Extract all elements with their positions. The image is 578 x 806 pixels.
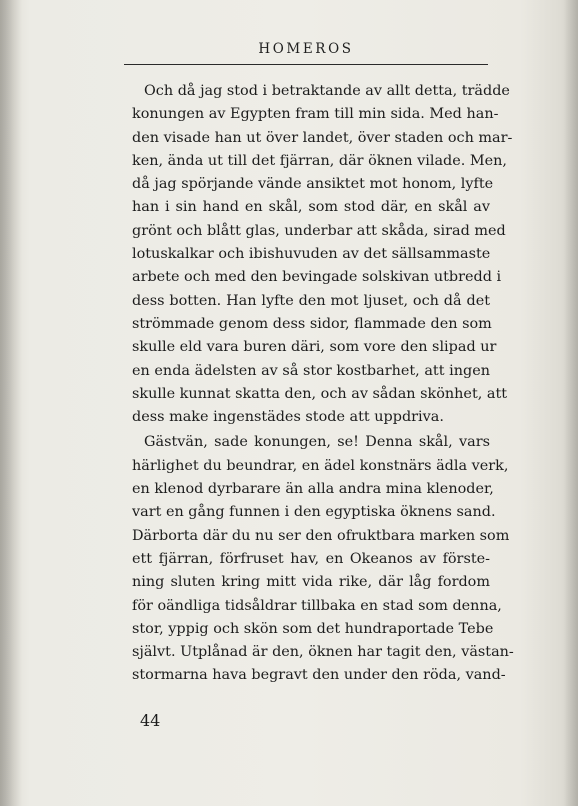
paragraph-2 xyxy=(132,431,514,687)
text-line: en enda ädelsten av så stor kostbarhet, att ingen xyxy=(132,362,490,379)
text-line: ett fjärran, förfruset hav, en Okeanos av förste- xyxy=(132,550,490,567)
text-line: Gästvän, sade konungen, se! Denna skål, vars xyxy=(144,434,490,451)
body-text xyxy=(132,80,514,688)
text-line: stormarna hava begravt den under den röda, vand- xyxy=(132,667,506,684)
text-line: Därborta där du nu ser den ofruktbara marken som xyxy=(132,527,510,544)
paragraph-1 xyxy=(132,80,513,429)
text-line: skulle eld vara buren däri, som vore den slipad ur xyxy=(132,339,497,356)
text-line: dess botten. Han lyfte den mot ljuset, och då det xyxy=(132,292,490,309)
text-line: konungen av Egypten fram till min sida. Med han- xyxy=(132,106,499,123)
text-line: vart en gång funnen i den egyptiska öknens sand. xyxy=(132,504,496,521)
text-line: dess make ingenstädes stode att uppdriva. xyxy=(132,409,444,426)
running-head: HOMEROS xyxy=(258,41,354,57)
page-number: 44 xyxy=(140,711,161,730)
text-line: grönt och blått glas, underbar att skåda, sirad med xyxy=(132,222,506,239)
text-line: då jag spörjande vände ansiktet mot honom, lyfte xyxy=(132,176,494,193)
text-line: ken, ända ut till det fjärran, där öknen vilade. Men, xyxy=(132,152,508,169)
text-line: Och då jag stod i betraktande av allt detta, trädde xyxy=(144,83,510,99)
text-line: härlighet du beundrar, en ädel konstnärs ädla verk, xyxy=(132,457,509,474)
text-line: skulle kunnat skatta den, och av sådan skönhet, att xyxy=(132,385,508,402)
spine-shadow xyxy=(0,0,22,806)
text-line: lotuskalkar och ibishuvuden av det sällsammaste xyxy=(132,246,491,263)
text-line: arbete och med den bevingade solskivan utbredd i xyxy=(132,269,502,286)
text-line: för oändliga tidsåldrar tillbaka en stad som denna, xyxy=(132,597,502,614)
text-line: en klenod dyrbarare än alla andra mina klenoder, xyxy=(132,481,494,498)
text-line: ning sluten kring mitt vida rike, där låg fordom xyxy=(132,574,490,591)
text-line: han i sin hand en skål, som stod där, en skål av xyxy=(132,199,490,216)
text-line: självt. Utplånad är den, öknen har tagit den, västan- xyxy=(132,644,514,661)
text-line: den visade han ut över landet, över staden och mar- xyxy=(132,129,513,146)
header-rule xyxy=(124,64,488,65)
text-line: stor, yppig och skön som det hundraportade Tebe xyxy=(132,620,494,637)
text-line: strömmade genom dess sidor, flammade den som xyxy=(132,315,492,332)
page-edge xyxy=(564,0,578,806)
